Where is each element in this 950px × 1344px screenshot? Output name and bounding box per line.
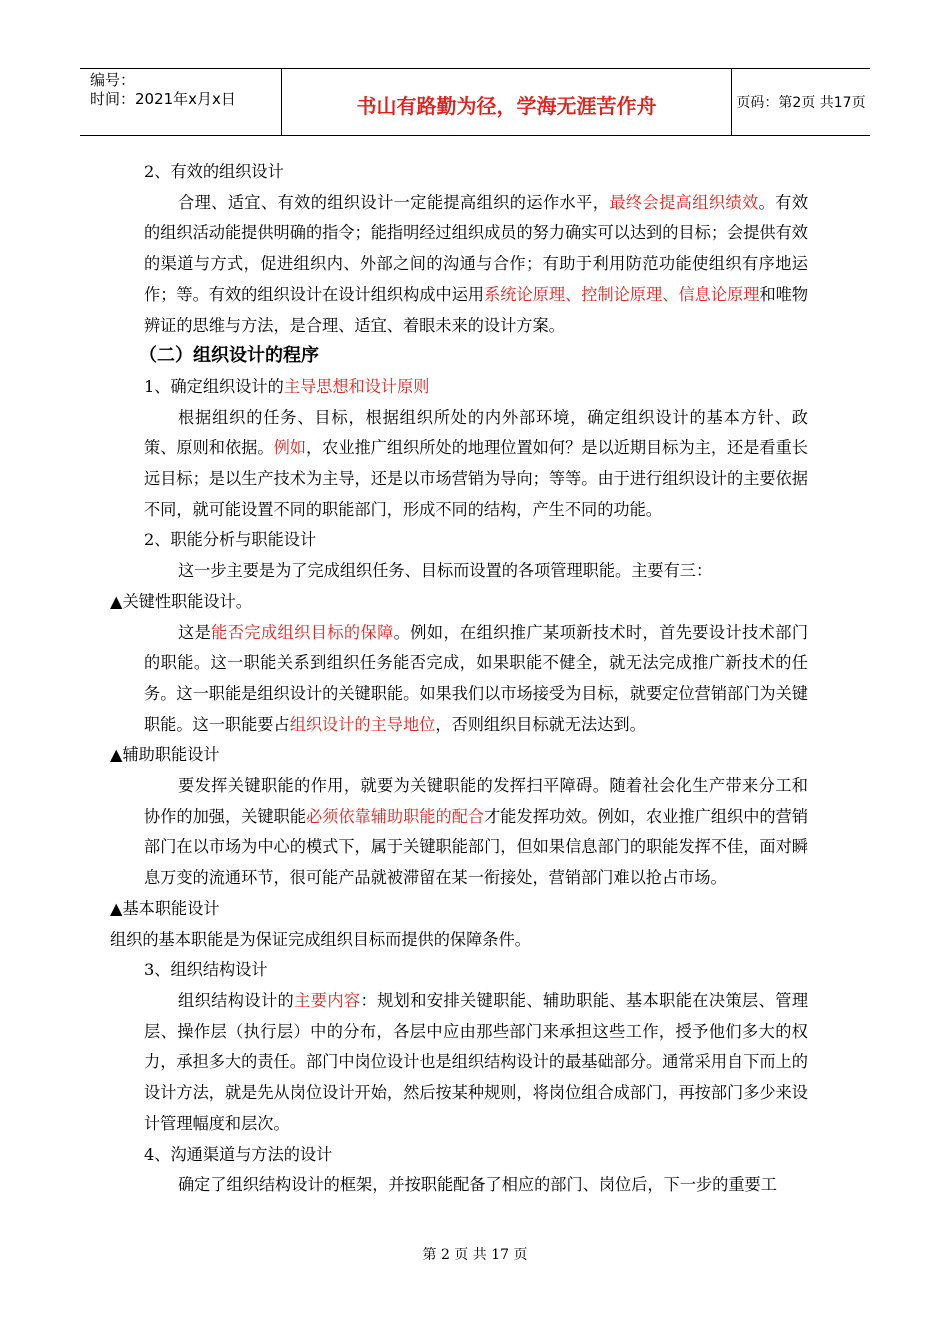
bullet-heading: ▲关键性职能设计。 <box>110 591 252 611</box>
highlight-text: 必须依靠辅助职能的配合 <box>305 806 485 826</box>
paragraph: 确定了组织结构设计的框架，并按职能配备了相应的部门、岗位后，下一步的重要工 <box>178 1175 777 1195</box>
page-header <box>80 68 870 136</box>
paragraph: 合理、适宜、有效的组织设计一定能提高组织的运作水平，最终会提高组织绩效。有效的组织活动能提供明确的指令；能指明经过组织成员的努力确实可以达到的目标；会提供有效的渠道与方式，促进组织内、外部之间的沟通与合作；有助于利用防范功能使组织有序地运作；等。有效的组织设计在设计组织构成中运用系统论原理、控制论原理、信息论原理和唯物辨证的思维与方法，是合理、适宜、着眼未来的设计方案。 <box>144 192 809 335</box>
header-page-info: 页码：第2页 共17页 <box>736 95 866 111</box>
bullet-heading: ▲基本职能设计 <box>110 898 220 918</box>
section-heading: 4、沟通渠道与方法的设计 <box>144 1144 333 1164</box>
document-body <box>110 157 809 1201</box>
highlight-text: 组织设计的主导地位 <box>289 714 436 734</box>
bullet-heading: ▲辅助职能设计 <box>110 745 220 765</box>
paragraph: 这一步主要是为了完成组织任务、目标而设置的各项管理职能。主要有三： <box>178 561 713 581</box>
paragraph: 根据组织的任务、目标，根据组织所处的内外部环境，确定组织设计的基本方针、政策、原则和依据。例如，农业推广组织所处的地理位置如何？是以近期目标为主，还是看重长远目标；是以生产技术为主导，还是以市场营销为导向；等等。由于进行组织设计的主要依据不同，就可能设置不同的职能部门，形成不同的结构，产生不同的功能。 <box>144 407 808 519</box>
header-motto: 书山有路勤为径，学海无涯苦作舟 <box>282 69 732 135</box>
paragraph: 要发挥关键职能的作用，就要为关键职能的发挥扫平障碍。随着社会化生产带来分工和协作的加强，关键职能必须依靠辅助职能的配合才能发挥功效。例如，农业推广组织中的营销部门在以市场为中心的模式下，属于关键职能部门，但如果信息部门的职能发挥不佳，面对瞬息万变的流通环节，很可能产品就被滞留在某一衔接处，营销部门难以抢占市场。 <box>144 776 809 888</box>
highlight-text: 主要内容 <box>294 990 361 1010</box>
highlight-text: 主导思想和设计原则 <box>283 376 430 396</box>
number-label: 编号： <box>90 71 136 89</box>
section-heading: 2、有效的组织设计 <box>144 162 284 181</box>
header-meta <box>80 69 282 135</box>
paragraph: 组织的基本职能是为保证完成组织目标而提供的保障条件。 <box>110 929 531 949</box>
time-label: 时间：2021年x月x日 <box>90 90 236 108</box>
section-heading: 3、组织结构设计 <box>144 960 268 980</box>
paragraph: 组织结构设计的主要内容：规划和安排关键职能、辅助职能、基本职能在决策层、管理层、操作层（执行层）中的分布，各层中应由那些部门来承担这些工作，授予他们多大的权力，承担多大的责任。部门中岗位设计也是组织结构设计的最基础部分。通常采用自下而上的设计方法，就是先从岗位设计开始，然后按某种规则，将岗位组合成部门，再按部门多少来设计管理幅度和层次。 <box>144 990 809 1133</box>
subsection-title: （二）组织设计的程序 <box>139 345 319 367</box>
highlight-text: 能否完成组织目标的保障 <box>211 622 394 642</box>
page-footer: 第 2 页 共 17 页 <box>422 1247 528 1263</box>
highlight-text: 最终会提高组织绩效 <box>609 192 759 212</box>
highlight-text: 例如 <box>273 438 306 458</box>
highlight-text: 系统论原理、控制论原理、信息论原理 <box>484 284 760 304</box>
section-heading: 1、确定组织设计的主导思想和设计原则 <box>144 376 430 396</box>
paragraph: 这是能否完成组织目标的保障。例如，在组织推广某项新技术时，首先要设计技术部门的职能。这一职能关系到组织任务能否完成，如果职能不健全，就无法完成推广新技术的任务。这一职能是组织设计的关键职能。如果我们以市场接受为目标，就要定位营销部门为关键职能。这一职能要占组织设计的主导地位，否则组织目标就无法达到。 <box>144 622 809 734</box>
section-heading: 2、职能分析与职能设计 <box>144 530 317 550</box>
